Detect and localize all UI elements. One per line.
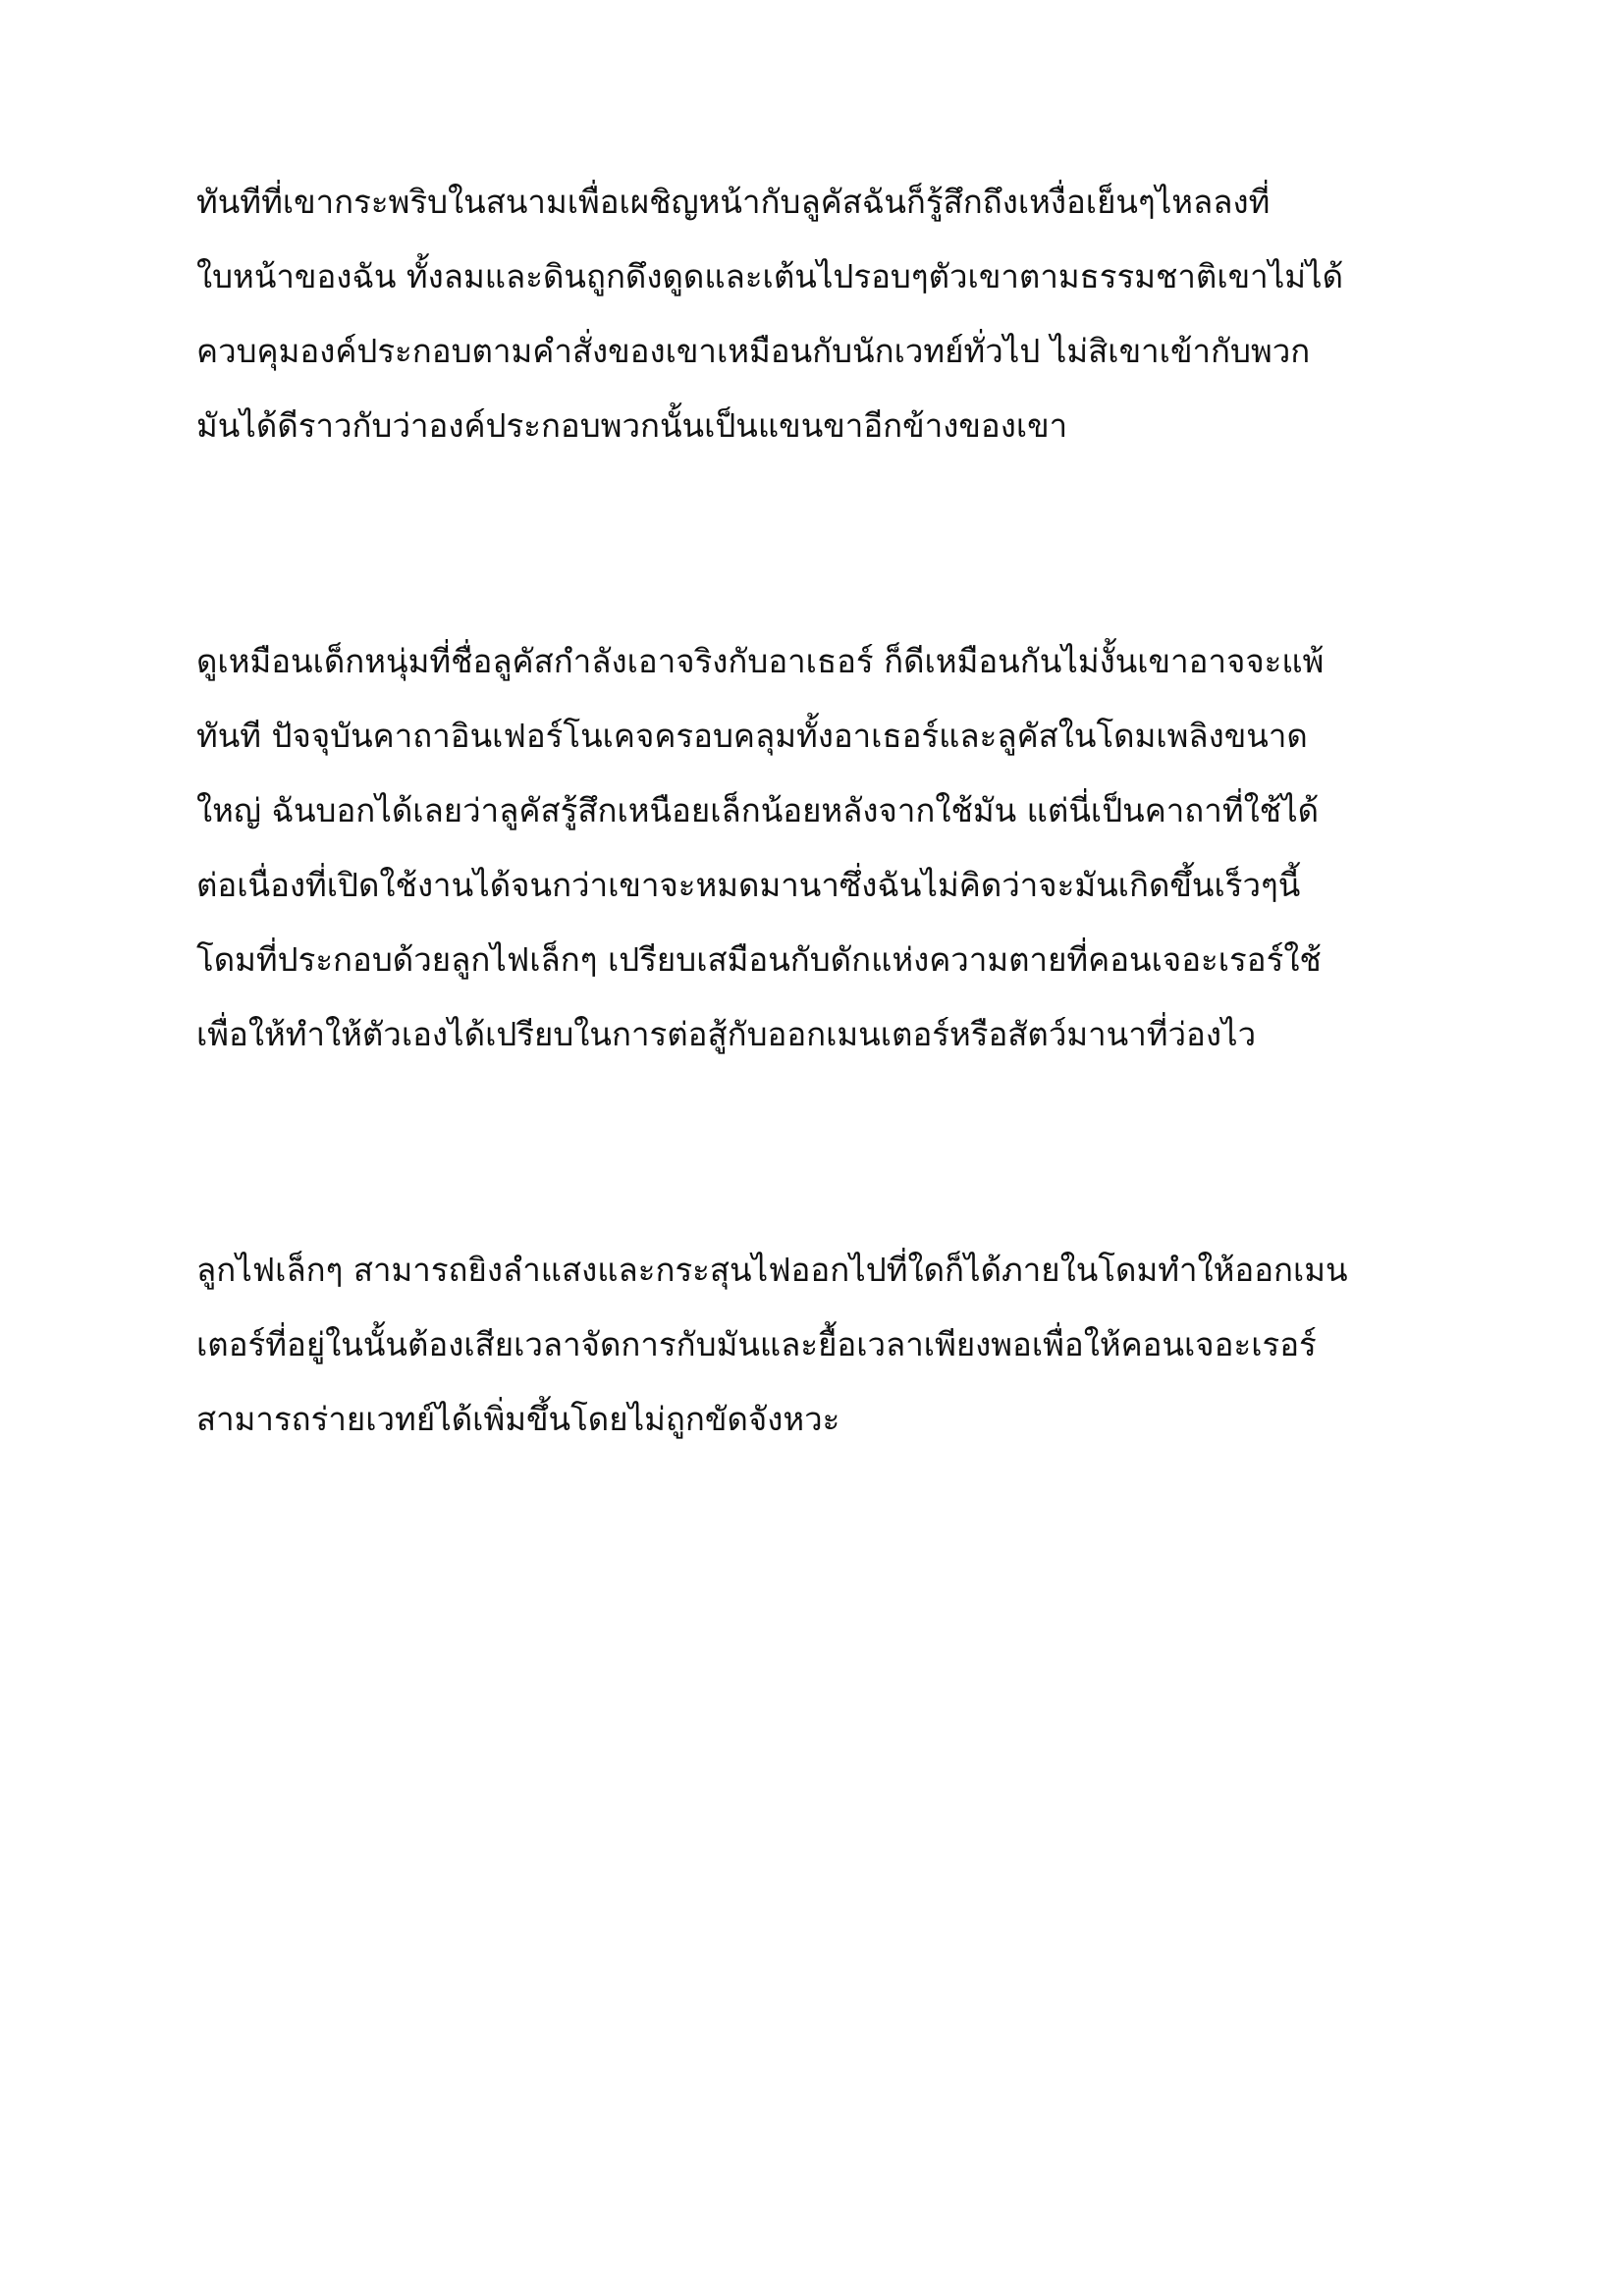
paragraph-line: ดูเหมือนเด็กหนุ่มที่ชื่อลูคัสกำลังเอาจริงกับอาเธอร์ ก็ดีเหมือนกันไม่งั้นเขาอาจจะแพ้ [196,642,1325,680]
paragraph-line: สามารถร่ายเวทย์ได้เพิ่มขึ้นโดยไม่ถูกขัดจังหวะ [196,1400,840,1438]
document-body [196,165,1463,1618]
paragraph-line: เพื่อให้ทำให้ตัวเองได้เปรียบในการต่อสู้กับออกเมนเตอร์หรือสัตว์มานาที่ว่องไว [196,1015,1257,1053]
paragraph-3 [196,1233,1463,1457]
paragraph-line: ใหญ่ ฉันบอกได้เลยว่าลูคัสรู้สึกเหนือยเล็กน้อยหลังจากใช้มัน แต่นี่เป็นคาถาที่ใช้ได้ [196,791,1320,829]
paragraph-1 [196,165,1463,463]
paragraph-line: โดมที่ประกอบด้วยลูกไฟเล็กๆ เปรียบเสมือนกับดักแห่งความตายที่คอนเจอะเรอร์ใช้ [196,940,1322,979]
paragraph-line: มันได้ดีราวกับว่าองค์ประกอบพวกนั้นเป็นแขนขาอีกข้างของเขา [196,406,1068,445]
paragraph-line: เตอร์ที่อยู่ในนั้นต้องเสียเวลาจัดการกับมันและยื้อเวลาเพียงพอเพื่อให้คอนเจอะเรอร์ [196,1325,1317,1363]
paragraph-line: ลูกไฟเล็กๆ สามารถยิงลำแสงและกระสุนไฟออกไปที่ใดก็ได้ภายในโดมทำให้ออกเมน [196,1251,1348,1289]
paragraph-line: ใบหน้าของฉัน ทั้งลมและดินถูกดึงดูดและเต้นไปรอบๆตัวเขาตามธรรมชาติเขาไม่ได้ [196,257,1344,295]
paragraph-line: ต่อเนื่องที่เปิดใช้งานได้จนกว่าเขาจะหมดมานาซึ่งฉันไม่คิดว่าจะมันเกิดขึ้นเร็วๆนี้ [196,866,1301,904]
paragraph-line: ทันทีที่เขากระพริบในสนามเพื่อเผชิญหน้ากับลูคัสฉันก็รู้สึกถึงเหงื่อเย็นๆไหลลงที่ [196,183,1271,221]
paragraph-line: ควบคุมองค์ประกอบตามคำสั่งของเขาเหมือนกับนักเวทย์ทั่วไป ไม่สิเขาเข้ากับพวก [196,332,1311,370]
paragraph-line: ทันที ปัจจุบันคาถาอินเฟอร์โนเคจครอบคลุมทั้งอาเธอร์และลูคัสในโดมเพลิงขนาด [196,717,1308,755]
paragraph-2 [196,624,1463,1072]
